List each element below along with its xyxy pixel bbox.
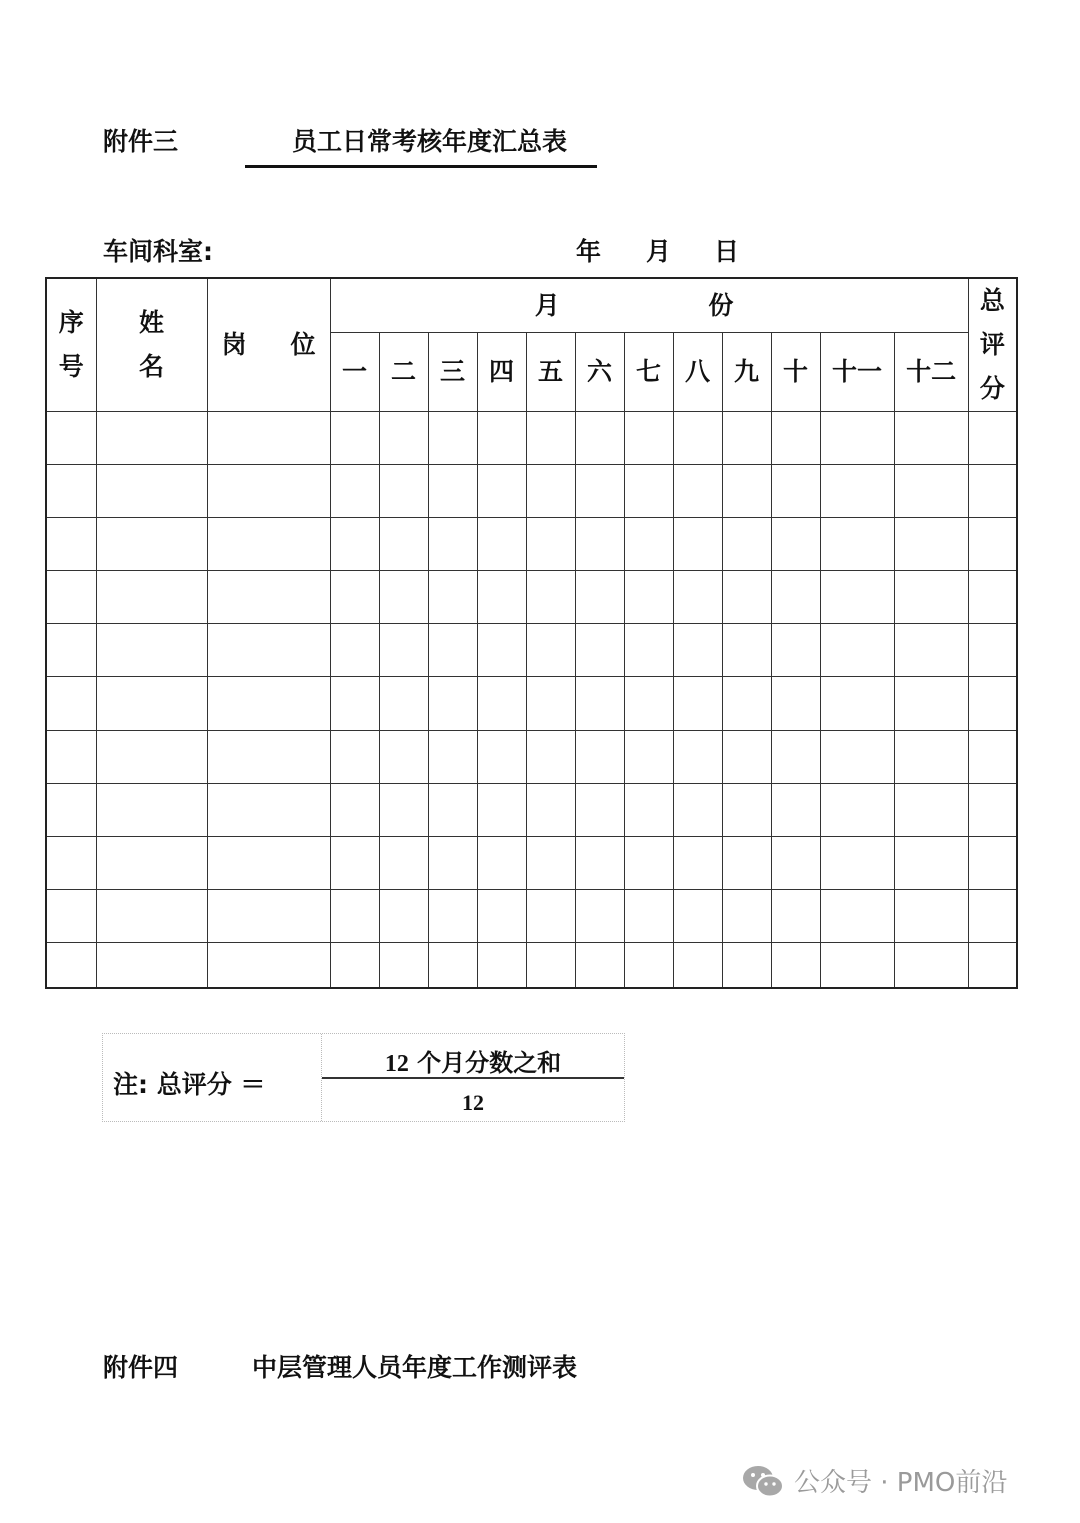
table-cell[interactable] (477, 836, 526, 889)
table-cell[interactable] (46, 517, 96, 570)
header-month-11: 十一 (820, 332, 894, 411)
table-cell[interactable] (379, 836, 428, 889)
table-cell[interactable] (526, 517, 575, 570)
table-cell[interactable] (968, 730, 1017, 783)
table-cell[interactable] (379, 677, 428, 730)
table-row (46, 836, 1017, 889)
table-cell[interactable] (96, 890, 207, 943)
table-cell[interactable] (330, 677, 379, 730)
table-cell[interactable] (722, 517, 771, 570)
table-cell[interactable] (820, 943, 894, 988)
table-cell[interactable] (526, 464, 575, 517)
header-months-group (330, 278, 968, 332)
table-row (46, 517, 1017, 570)
table-cell[interactable] (624, 677, 673, 730)
table-cell[interactable] (96, 836, 207, 889)
table-cell[interactable] (771, 464, 820, 517)
table-cell[interactable] (330, 411, 379, 464)
table-cell[interactable] (96, 411, 207, 464)
table-cell[interactable] (820, 836, 894, 889)
table-cell[interactable] (96, 624, 207, 677)
table-cell[interactable] (771, 836, 820, 889)
table-cell[interactable] (46, 783, 96, 836)
formula-numerator (322, 1043, 624, 1078)
table-cell[interactable] (820, 890, 894, 943)
header-month-2: 二 (379, 332, 428, 411)
table-cell[interactable] (46, 464, 96, 517)
table-cell[interactable] (526, 624, 575, 677)
table-cell[interactable] (379, 517, 428, 570)
table-cell[interactable] (722, 464, 771, 517)
table-cell[interactable] (96, 730, 207, 783)
numerator-number: 12 (384, 1051, 409, 1077)
table-cell[interactable] (207, 890, 330, 943)
table-cell[interactable] (428, 836, 477, 889)
table-row (46, 730, 1017, 783)
note-formula (102, 1033, 625, 1122)
table-row (46, 571, 1017, 624)
table-cell[interactable] (477, 624, 526, 677)
table-cell[interactable] (96, 517, 207, 570)
table-cell[interactable] (722, 730, 771, 783)
table-cell[interactable] (722, 571, 771, 624)
table-cell[interactable] (624, 624, 673, 677)
table-cell[interactable] (722, 836, 771, 889)
table-cell[interactable] (428, 677, 477, 730)
table-cell[interactable] (894, 943, 968, 988)
table-cell[interactable] (379, 624, 428, 677)
attachment4-label: 附件四 (103, 1353, 179, 1382)
table-cell[interactable] (820, 624, 894, 677)
table-cell[interactable] (526, 943, 575, 988)
table-cell[interactable] (673, 411, 722, 464)
table-cell[interactable] (673, 730, 722, 783)
table-cell[interactable] (894, 783, 968, 836)
table-cell[interactable] (330, 464, 379, 517)
table-cell[interactable] (722, 677, 771, 730)
table-cell[interactable] (379, 464, 428, 517)
header-month-1: 一 (330, 332, 379, 411)
header-month-3: 三 (428, 332, 477, 411)
header-post-char-2: 位 (290, 330, 316, 360)
table-cell[interactable] (968, 624, 1017, 677)
table-cell[interactable] (771, 411, 820, 464)
table-cell[interactable] (575, 624, 624, 677)
table-cell[interactable] (820, 730, 894, 783)
table-row (46, 783, 1017, 836)
table-cell[interactable] (575, 836, 624, 889)
header-post (207, 278, 330, 411)
table-cell[interactable] (477, 943, 526, 988)
table-cell[interactable] (477, 517, 526, 570)
table-cell[interactable] (96, 677, 207, 730)
table-cell[interactable] (526, 730, 575, 783)
table-cell[interactable] (575, 943, 624, 988)
header-row-1 (46, 278, 1017, 332)
table-cell[interactable] (46, 411, 96, 464)
table-cell[interactable] (894, 517, 968, 570)
table-cell[interactable] (771, 517, 820, 570)
table-cell[interactable] (428, 411, 477, 464)
table-cell[interactable] (673, 517, 722, 570)
table-cell[interactable] (894, 411, 968, 464)
watermark-text: 公众号 · PMO前沿 (794, 1468, 1008, 1498)
table-cell[interactable] (673, 943, 722, 988)
table-cell[interactable] (379, 730, 428, 783)
table-cell[interactable] (330, 730, 379, 783)
table-cell[interactable] (428, 943, 477, 988)
table-cell[interactable] (330, 943, 379, 988)
table-cell[interactable] (624, 836, 673, 889)
table-cell[interactable] (330, 624, 379, 677)
table-cell[interactable] (207, 464, 330, 517)
table-cell[interactable] (968, 517, 1017, 570)
table-cell[interactable] (96, 464, 207, 517)
header-month-6: 六 (575, 332, 624, 411)
table-cell[interactable] (894, 624, 968, 677)
table-cell[interactable] (428, 464, 477, 517)
table-cell[interactable] (820, 517, 894, 570)
table-cell[interactable] (330, 783, 379, 836)
table-cell[interactable] (330, 836, 379, 889)
table-cell[interactable] (575, 730, 624, 783)
table-cell[interactable] (526, 890, 575, 943)
table-cell[interactable] (722, 890, 771, 943)
table-cell[interactable] (820, 571, 894, 624)
table-cell[interactable] (624, 730, 673, 783)
header-month-char-2: 份 (708, 290, 734, 320)
note-label: 注: 总评分 ＝ (113, 1070, 266, 1099)
table-cell[interactable] (968, 890, 1017, 943)
table-cell[interactable] (771, 677, 820, 730)
annual-summary-table (45, 277, 1018, 989)
table-cell[interactable] (722, 783, 771, 836)
table-cell[interactable] (968, 836, 1017, 889)
table-cell[interactable] (624, 464, 673, 517)
table-cell[interactable] (624, 783, 673, 836)
table-cell[interactable] (379, 783, 428, 836)
table-cell[interactable] (46, 730, 96, 783)
date-month-label: 月 (646, 237, 672, 266)
header-month-8: 八 (673, 332, 722, 411)
table-cell[interactable] (968, 571, 1017, 624)
table-cell[interactable] (722, 624, 771, 677)
table-cell[interactable] (330, 571, 379, 624)
table-cell[interactable] (428, 517, 477, 570)
table-cell[interactable] (330, 517, 379, 570)
table-cell[interactable] (207, 624, 330, 677)
table-cell[interactable] (477, 677, 526, 730)
department-label: 车间科室: (103, 237, 213, 266)
table-cell[interactable] (379, 890, 428, 943)
attachment4-title: 中层管理人员年度工作测评表 (252, 1353, 578, 1382)
table-cell[interactable] (575, 571, 624, 624)
table-cell[interactable] (771, 624, 820, 677)
table-cell[interactable] (526, 677, 575, 730)
table-cell[interactable] (771, 571, 820, 624)
header-month-char-1: 月 (534, 290, 560, 320)
table-cell[interactable] (624, 411, 673, 464)
table-cell[interactable] (428, 730, 477, 783)
table-cell[interactable] (46, 677, 96, 730)
header-name: 姓名 (96, 278, 207, 411)
table-cell[interactable] (379, 411, 428, 464)
table-cell[interactable] (894, 464, 968, 517)
table-cell[interactable] (968, 677, 1017, 730)
table-cell[interactable] (624, 517, 673, 570)
table-cell[interactable] (722, 411, 771, 464)
table-cell[interactable] (46, 624, 96, 677)
title-underline (245, 165, 597, 168)
table-row (46, 677, 1017, 730)
table-cell[interactable] (771, 730, 820, 783)
table-cell[interactable] (477, 571, 526, 624)
table-row (46, 943, 1017, 988)
table-cell[interactable] (771, 943, 820, 988)
table-cell[interactable] (477, 411, 526, 464)
table-cell[interactable] (428, 890, 477, 943)
table-cell[interactable] (96, 943, 207, 988)
header-seq: 序号 (46, 278, 96, 411)
table-cell[interactable] (673, 677, 722, 730)
table-cell[interactable] (46, 890, 96, 943)
table-cell[interactable] (428, 571, 477, 624)
table-cell[interactable] (575, 517, 624, 570)
table-cell[interactable] (96, 783, 207, 836)
table-cell[interactable] (526, 411, 575, 464)
table-cell[interactable] (575, 411, 624, 464)
table-cell[interactable] (575, 890, 624, 943)
table-cell[interactable] (820, 783, 894, 836)
table-cell[interactable] (673, 464, 722, 517)
header-month-10: 十 (771, 332, 820, 411)
table-cell[interactable] (894, 677, 968, 730)
table-row (46, 624, 1017, 677)
attachment3-label: 附件三 (103, 127, 179, 156)
header-month-5: 五 (526, 332, 575, 411)
table-cell[interactable] (477, 730, 526, 783)
formula-denominator: 12 (462, 1090, 484, 1115)
table-row (46, 890, 1017, 943)
table-cell[interactable] (820, 411, 894, 464)
table-cell[interactable] (624, 943, 673, 988)
table-cell[interactable] (673, 624, 722, 677)
table-cell[interactable] (968, 783, 1017, 836)
header-month-12: 十二 (894, 332, 968, 411)
watermark (740, 1462, 1007, 1499)
date-year-label: 年 (576, 237, 602, 266)
table-cell[interactable] (820, 464, 894, 517)
table-cell[interactable] (207, 571, 330, 624)
numerator-text: 个月分数之和 (408, 1049, 562, 1077)
table-cell[interactable] (673, 571, 722, 624)
table-cell[interactable] (207, 730, 330, 783)
table-row (46, 464, 1017, 517)
table-cell[interactable] (624, 890, 673, 943)
table-cell[interactable] (771, 783, 820, 836)
table-cell[interactable] (477, 890, 526, 943)
date-day-label: 日 (714, 237, 740, 266)
table-cell[interactable] (207, 783, 330, 836)
wechat-icon (740, 1463, 786, 1499)
table-cell[interactable] (46, 571, 96, 624)
table-cell[interactable] (207, 836, 330, 889)
table-cell[interactable] (820, 677, 894, 730)
table-cell[interactable] (894, 730, 968, 783)
table-cell[interactable] (428, 624, 477, 677)
table-cell[interactable] (207, 677, 330, 730)
table-cell[interactable] (673, 836, 722, 889)
table-cell[interactable] (207, 517, 330, 570)
table-cell[interactable] (624, 571, 673, 624)
table-row (46, 411, 1017, 464)
header-post-char-1: 岗 (221, 330, 247, 360)
table-cell[interactable] (575, 783, 624, 836)
table-cell[interactable] (894, 571, 968, 624)
table-cell[interactable] (526, 783, 575, 836)
table-cell[interactable] (477, 783, 526, 836)
header-month-7: 七 (624, 332, 673, 411)
table-cell[interactable] (379, 571, 428, 624)
table-cell[interactable] (207, 411, 330, 464)
table-cell[interactable] (771, 890, 820, 943)
table-cell[interactable] (575, 464, 624, 517)
table-cell[interactable] (575, 677, 624, 730)
table-cell[interactable] (526, 836, 575, 889)
table-cell[interactable] (968, 411, 1017, 464)
form-title: 员工日常考核年度汇总表 (292, 127, 568, 156)
table-cell[interactable] (673, 890, 722, 943)
table-cell[interactable] (968, 943, 1017, 988)
table-cell[interactable] (46, 836, 96, 889)
table-cell[interactable] (207, 943, 330, 988)
header-total-score: 总评分 (968, 278, 1017, 411)
header-month-4: 四 (477, 332, 526, 411)
header-month-9: 九 (722, 332, 771, 411)
table-cell[interactable] (894, 836, 968, 889)
table-cell[interactable] (722, 943, 771, 988)
table-cell[interactable] (379, 943, 428, 988)
table-cell[interactable] (673, 783, 722, 836)
table-cell[interactable] (968, 464, 1017, 517)
table-cell[interactable] (46, 943, 96, 988)
table-cell[interactable] (96, 571, 207, 624)
table-cell[interactable] (894, 890, 968, 943)
fraction-bar (322, 1077, 624, 1079)
table-cell[interactable] (330, 890, 379, 943)
table-cell[interactable] (477, 464, 526, 517)
table-cell[interactable] (428, 783, 477, 836)
table-cell[interactable] (526, 571, 575, 624)
